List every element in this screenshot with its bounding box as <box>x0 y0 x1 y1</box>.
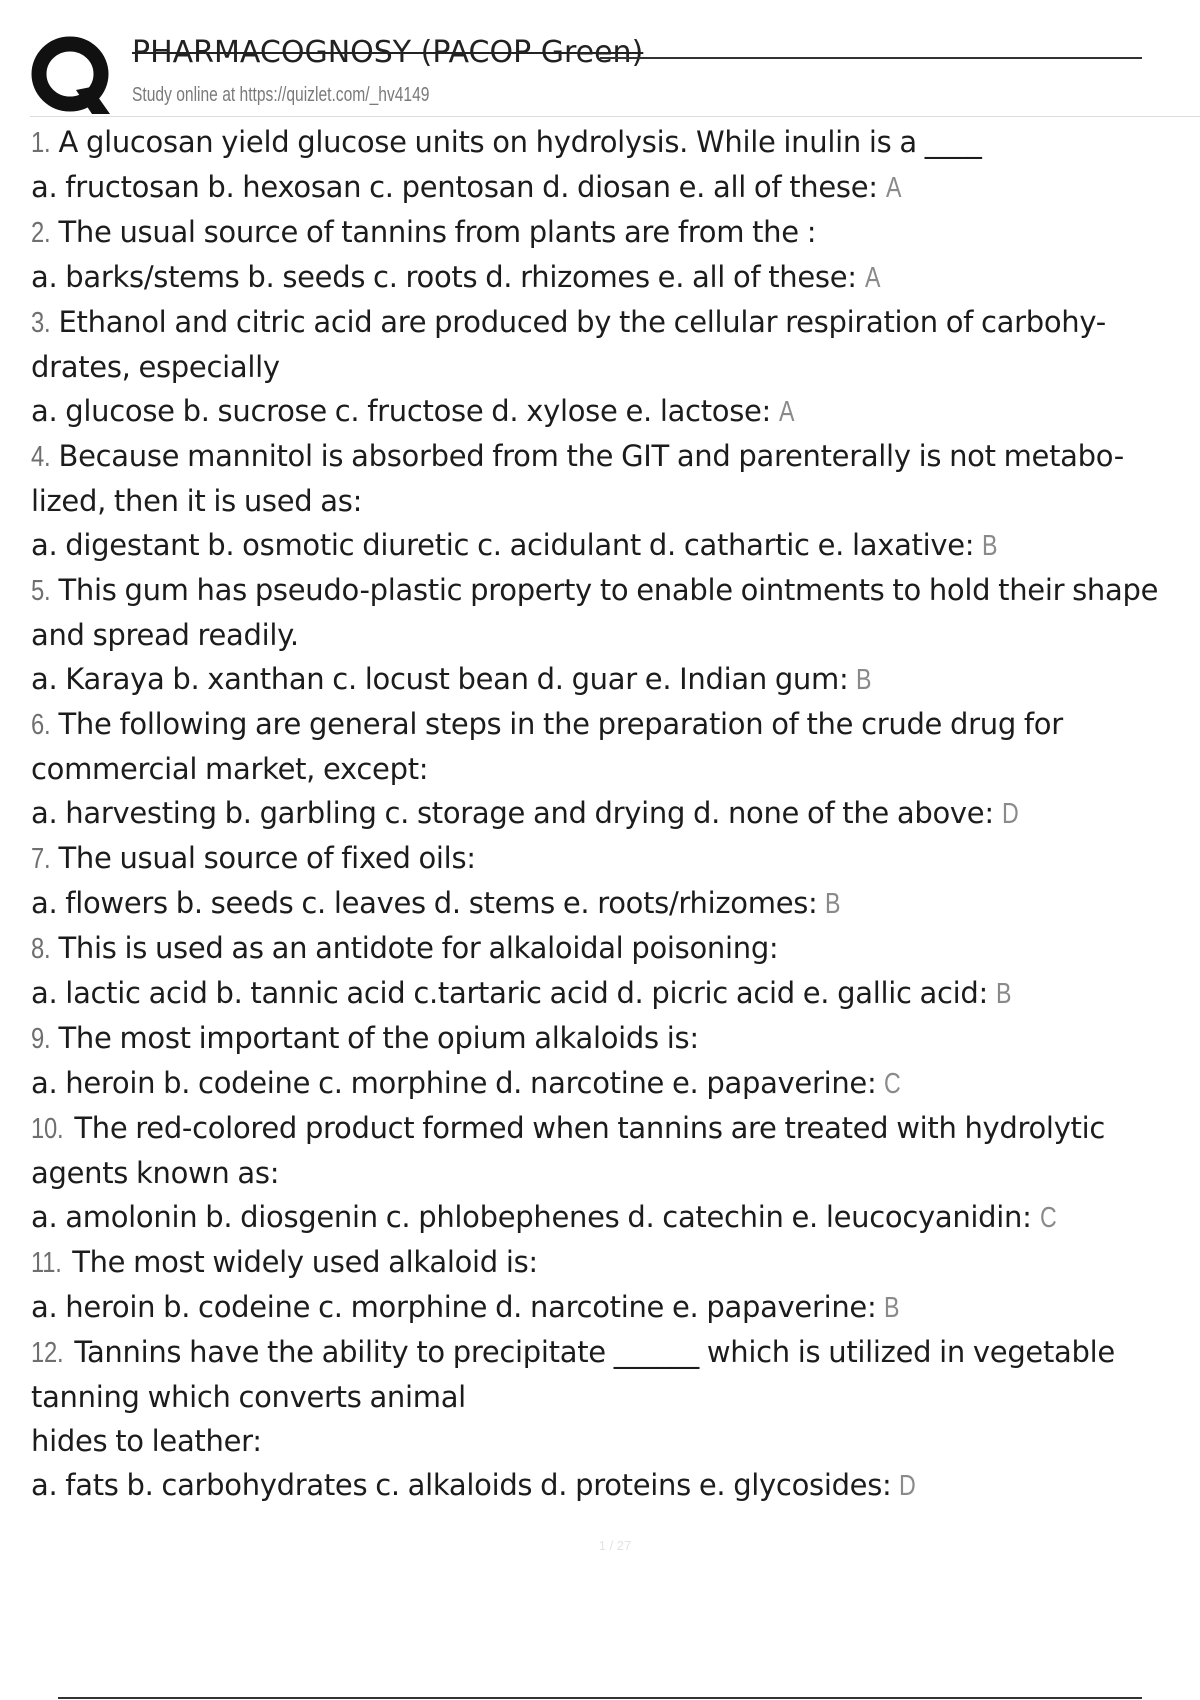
question-text: The following are general steps in the preparation of the crude drug for commercial market, except: <box>31 707 1063 786</box>
answer-options: a. digestant b. osmotic diuretic c. acidulant d. cathartic e. laxative: <box>31 528 975 562</box>
answer-options: a. fats b. carbohydrates c. alkaloids d. proteins e. glycosides: <box>31 1468 892 1502</box>
correct-answer: A <box>778 396 795 428</box>
question-text-line <box>31 1106 1191 1195</box>
answer-options: a. barks/stems b. seeds c. roots d. rhizomes e. all of these: <box>31 260 857 294</box>
header-divider <box>30 116 1200 117</box>
question-text: The most important of the opium alkaloids is: <box>58 1021 699 1055</box>
question-number: 10. <box>31 1113 64 1145</box>
document-title: PHARMACOGNOSY (PACOP Green) <box>132 35 644 70</box>
question-item <box>31 300 1191 434</box>
answer-options-line <box>31 1285 1191 1330</box>
question-item <box>31 1016 1191 1106</box>
answer-options-line <box>31 1195 1191 1240</box>
question-item <box>31 210 1191 300</box>
correct-answer: B <box>884 1292 900 1324</box>
question-text: A glucosan yield glucose units on hydrolysis. While inulin is a ____ <box>58 125 982 159</box>
question-item <box>31 926 1191 1016</box>
question-text: The most widely used alkaloid is: <box>72 1245 538 1279</box>
answer-options: a. amolonin b. diosgenin c. phlobephenes d. catechin e. leucocyanidin: <box>31 1200 1032 1234</box>
correct-answer: C <box>884 1068 901 1100</box>
title-rule <box>600 57 1142 59</box>
question-list <box>31 120 1191 1508</box>
question-number: 1. <box>31 127 51 159</box>
answer-options: a. flowers b. seeds c. leaves d. stems e. roots/rhizomes: <box>31 886 818 920</box>
question-text-line <box>31 1240 1191 1285</box>
question-text: The usual source of tannins from plants are from the : <box>58 215 817 249</box>
question-item <box>31 1330 1191 1508</box>
page-number: 1 / 27 <box>598 1538 632 1553</box>
answer-options-line <box>31 1061 1191 1106</box>
question-text-line <box>31 1330 1191 1463</box>
question-text-line <box>31 836 1191 881</box>
quizlet-q-logo-icon <box>30 34 112 116</box>
question-number: 5. <box>31 575 51 607</box>
answer-options-line <box>31 165 1191 210</box>
question-text-line <box>31 120 1191 165</box>
question-text-line <box>31 210 1191 255</box>
question-number: 8. <box>31 933 51 965</box>
answer-options-line <box>31 791 1191 836</box>
correct-answer: D <box>899 1470 916 1502</box>
correct-answer: C <box>1039 1202 1057 1234</box>
answer-options: a. lactic acid b. tannic acid c.tartaric acid d. picric acid e. gallic acid: <box>31 976 988 1010</box>
question-text: The red-colored product formed when tannins are treated with hydrolytic agents known as: <box>31 1111 1106 1190</box>
correct-answer: D <box>1001 798 1019 830</box>
answer-options: a. glucose b. sucrose c. fructose d. xylose e. lactose: <box>31 394 772 428</box>
correct-answer: B <box>856 664 872 696</box>
question-number: 6. <box>31 709 51 741</box>
question-item <box>31 568 1191 702</box>
answer-options: a. heroin b. codeine c. morphine d. narcotine e. papaverine: <box>31 1290 877 1324</box>
question-item <box>31 702 1191 836</box>
question-text-line <box>31 1016 1191 1061</box>
study-online-link[interactable]: Study online at https://quizlet.com/_hv4149 <box>132 84 430 106</box>
question-number: 11. <box>31 1247 62 1279</box>
question-text-line <box>31 926 1191 971</box>
question-item <box>31 1106 1191 1240</box>
question-number: 12. <box>31 1337 64 1369</box>
answer-options: a. Karaya b. xanthan c. locust bean d. guar e. Indian gum: <box>31 662 849 696</box>
question-text: Tannins have the ability to precipitate ______ which is utilized in vegetable tanning which converts animal hides to leather: <box>31 1335 1115 1458</box>
answer-options-line <box>31 657 1191 702</box>
question-text-line <box>31 300 1191 389</box>
question-text-line <box>31 702 1191 791</box>
question-text: The usual source of fixed oils: <box>58 841 476 875</box>
question-text: This gum has pseudo-plastic property to enable ointments to hold their shape and spread readily. <box>31 573 1159 652</box>
answer-options-line <box>31 1463 1191 1508</box>
question-number: 3. <box>31 307 51 339</box>
correct-answer: B <box>995 978 1012 1010</box>
question-item <box>31 434 1191 568</box>
correct-answer: B <box>825 888 841 920</box>
question-text: Because mannitol is absorbed from the GIT and parenterally is not metabo-lized, then it is used as: <box>31 439 1124 518</box>
answer-options-line <box>31 971 1191 1016</box>
footer-rule <box>58 1697 1142 1699</box>
answer-options-line <box>31 389 1191 434</box>
question-number: 2. <box>31 217 51 249</box>
question-text-line <box>31 568 1191 657</box>
answer-options: a. fructosan b. hexosan c. pentosan d. diosan e. all of these: <box>31 170 878 204</box>
answer-options-line <box>31 523 1191 568</box>
question-number: 7. <box>31 843 51 875</box>
answer-options: a. harvesting b. garbling c. storage and drying d. none of the above: <box>31 796 994 830</box>
question-number: 4. <box>31 441 51 473</box>
answer-options-line <box>31 255 1191 300</box>
correct-answer: A <box>885 172 901 204</box>
question-item <box>31 836 1191 926</box>
question-number: 9. <box>31 1023 51 1055</box>
question-item <box>31 120 1191 210</box>
question-text-line <box>31 434 1191 523</box>
question-item <box>31 1240 1191 1330</box>
answer-options-line <box>31 881 1191 926</box>
page-header <box>0 0 1200 118</box>
correct-answer: B <box>982 530 998 562</box>
answer-options: a. heroin b. codeine c. morphine d. narcotine e. papaverine: <box>31 1066 877 1100</box>
question-text: Ethanol and citric acid are produced by the cellular respiration of carbohy-drates, especially <box>31 305 1106 384</box>
question-text: This is used as an antidote for alkaloidal poisoning: <box>58 931 779 965</box>
correct-answer: A <box>864 262 880 294</box>
